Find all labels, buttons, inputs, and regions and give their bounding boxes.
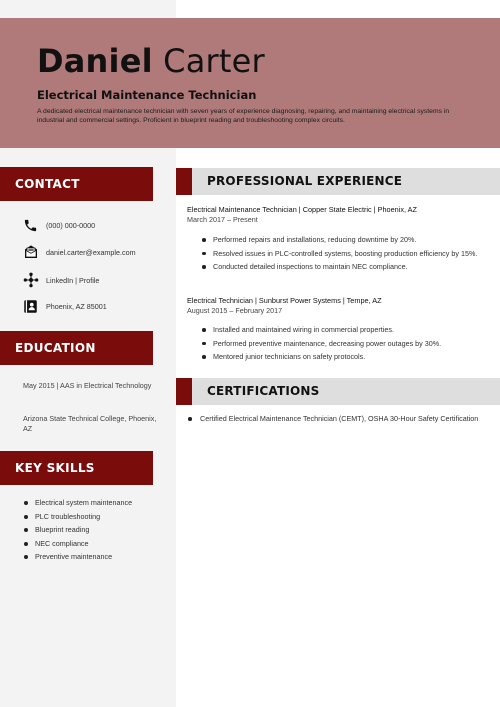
contact-linkedin[interactable] [22, 270, 99, 290]
job-2-bullets [200, 325, 485, 366]
skills-list [22, 498, 157, 566]
network-icon [22, 272, 39, 289]
email-text: daniel.carter@example.com [46, 247, 136, 257]
list-item: Performed preventive maintenance, decreasing power outages by 30%. [200, 339, 485, 349]
job-title: Electrical Maintenance Technician [37, 88, 257, 102]
list-item: PLC troubleshooting [22, 512, 157, 522]
candidate-name [37, 42, 265, 80]
job-2-dates: August 2015 – February 2017 [187, 306, 283, 315]
phone-text: (000) 000-0000 [46, 220, 96, 230]
contact-heading: CONTACT [0, 167, 153, 201]
list-item: Electrical system maintenance [22, 498, 157, 508]
education-school: Arizona State Technical College, Phoenix, AZ [23, 414, 157, 433]
last-name: Carter [163, 42, 265, 80]
certifications-list [187, 414, 487, 424]
job-1-dates: March 2017 – Present [187, 215, 258, 224]
list-item: Blueprint reading [22, 525, 157, 535]
job-1-bullets [200, 235, 485, 276]
certifications-heading-bar [176, 378, 500, 405]
contact-location [22, 296, 107, 316]
summary-text: A dedicated electrical maintenance technician with seven years of experience diagnosing, repairing, and maintaining electrical systems in industrial and commercial settings. Proficient in blueprint reading and troubleshooting complex circuits. [37, 108, 450, 124]
job-1-header: Electrical Maintenance Technician | Copper State Electric | Phoenix, AZ [187, 205, 417, 214]
list-item: Performed repairs and installations, reducing downtime by 20%. [200, 235, 485, 245]
location-text: Phoenix, AZ 85001 [46, 301, 107, 311]
certifications-heading: CERTIFICATIONS [207, 384, 320, 398]
education-degree: May 2015 | AAS in Electrical Technology [23, 381, 152, 390]
experience-heading: PROFESSIONAL EXPERIENCE [207, 174, 403, 188]
list-item: Mentored junior technicians on safety protocols. [200, 352, 485, 362]
skills-heading: KEY SKILLS [0, 451, 153, 485]
list-item: Installed and maintained wiring in commercial properties. [200, 325, 485, 335]
heading-accent-tab [176, 378, 192, 405]
list-item: Resolved issues in PLC-controlled systems, boosting production efficiency by 15%. [200, 249, 485, 259]
list-item: Preventive maintenance [22, 552, 157, 562]
email-icon [22, 244, 39, 261]
education-heading: EDUCATION [0, 331, 153, 365]
header-banner [0, 18, 500, 148]
first-name: Daniel [37, 42, 153, 80]
list-item: Conducted detailed inspections to maintain NEC compliance. [200, 262, 485, 272]
list-item: Certified Electrical Maintenance Technician (CEMT), OSHA 30-Hour Safety Certification [187, 414, 487, 424]
address-card-icon [22, 298, 39, 315]
linkedin-text: LinkedIn | Profile [46, 275, 100, 285]
experience-heading-bar [176, 168, 500, 195]
phone-icon [22, 217, 39, 234]
contact-email[interactable] [22, 242, 136, 262]
list-item: NEC compliance [22, 539, 157, 549]
job-2-header: Electrical Technician | Sunburst Power Systems | Tempe, AZ [187, 296, 382, 305]
contact-phone [22, 215, 95, 235]
heading-accent-tab [176, 168, 192, 195]
